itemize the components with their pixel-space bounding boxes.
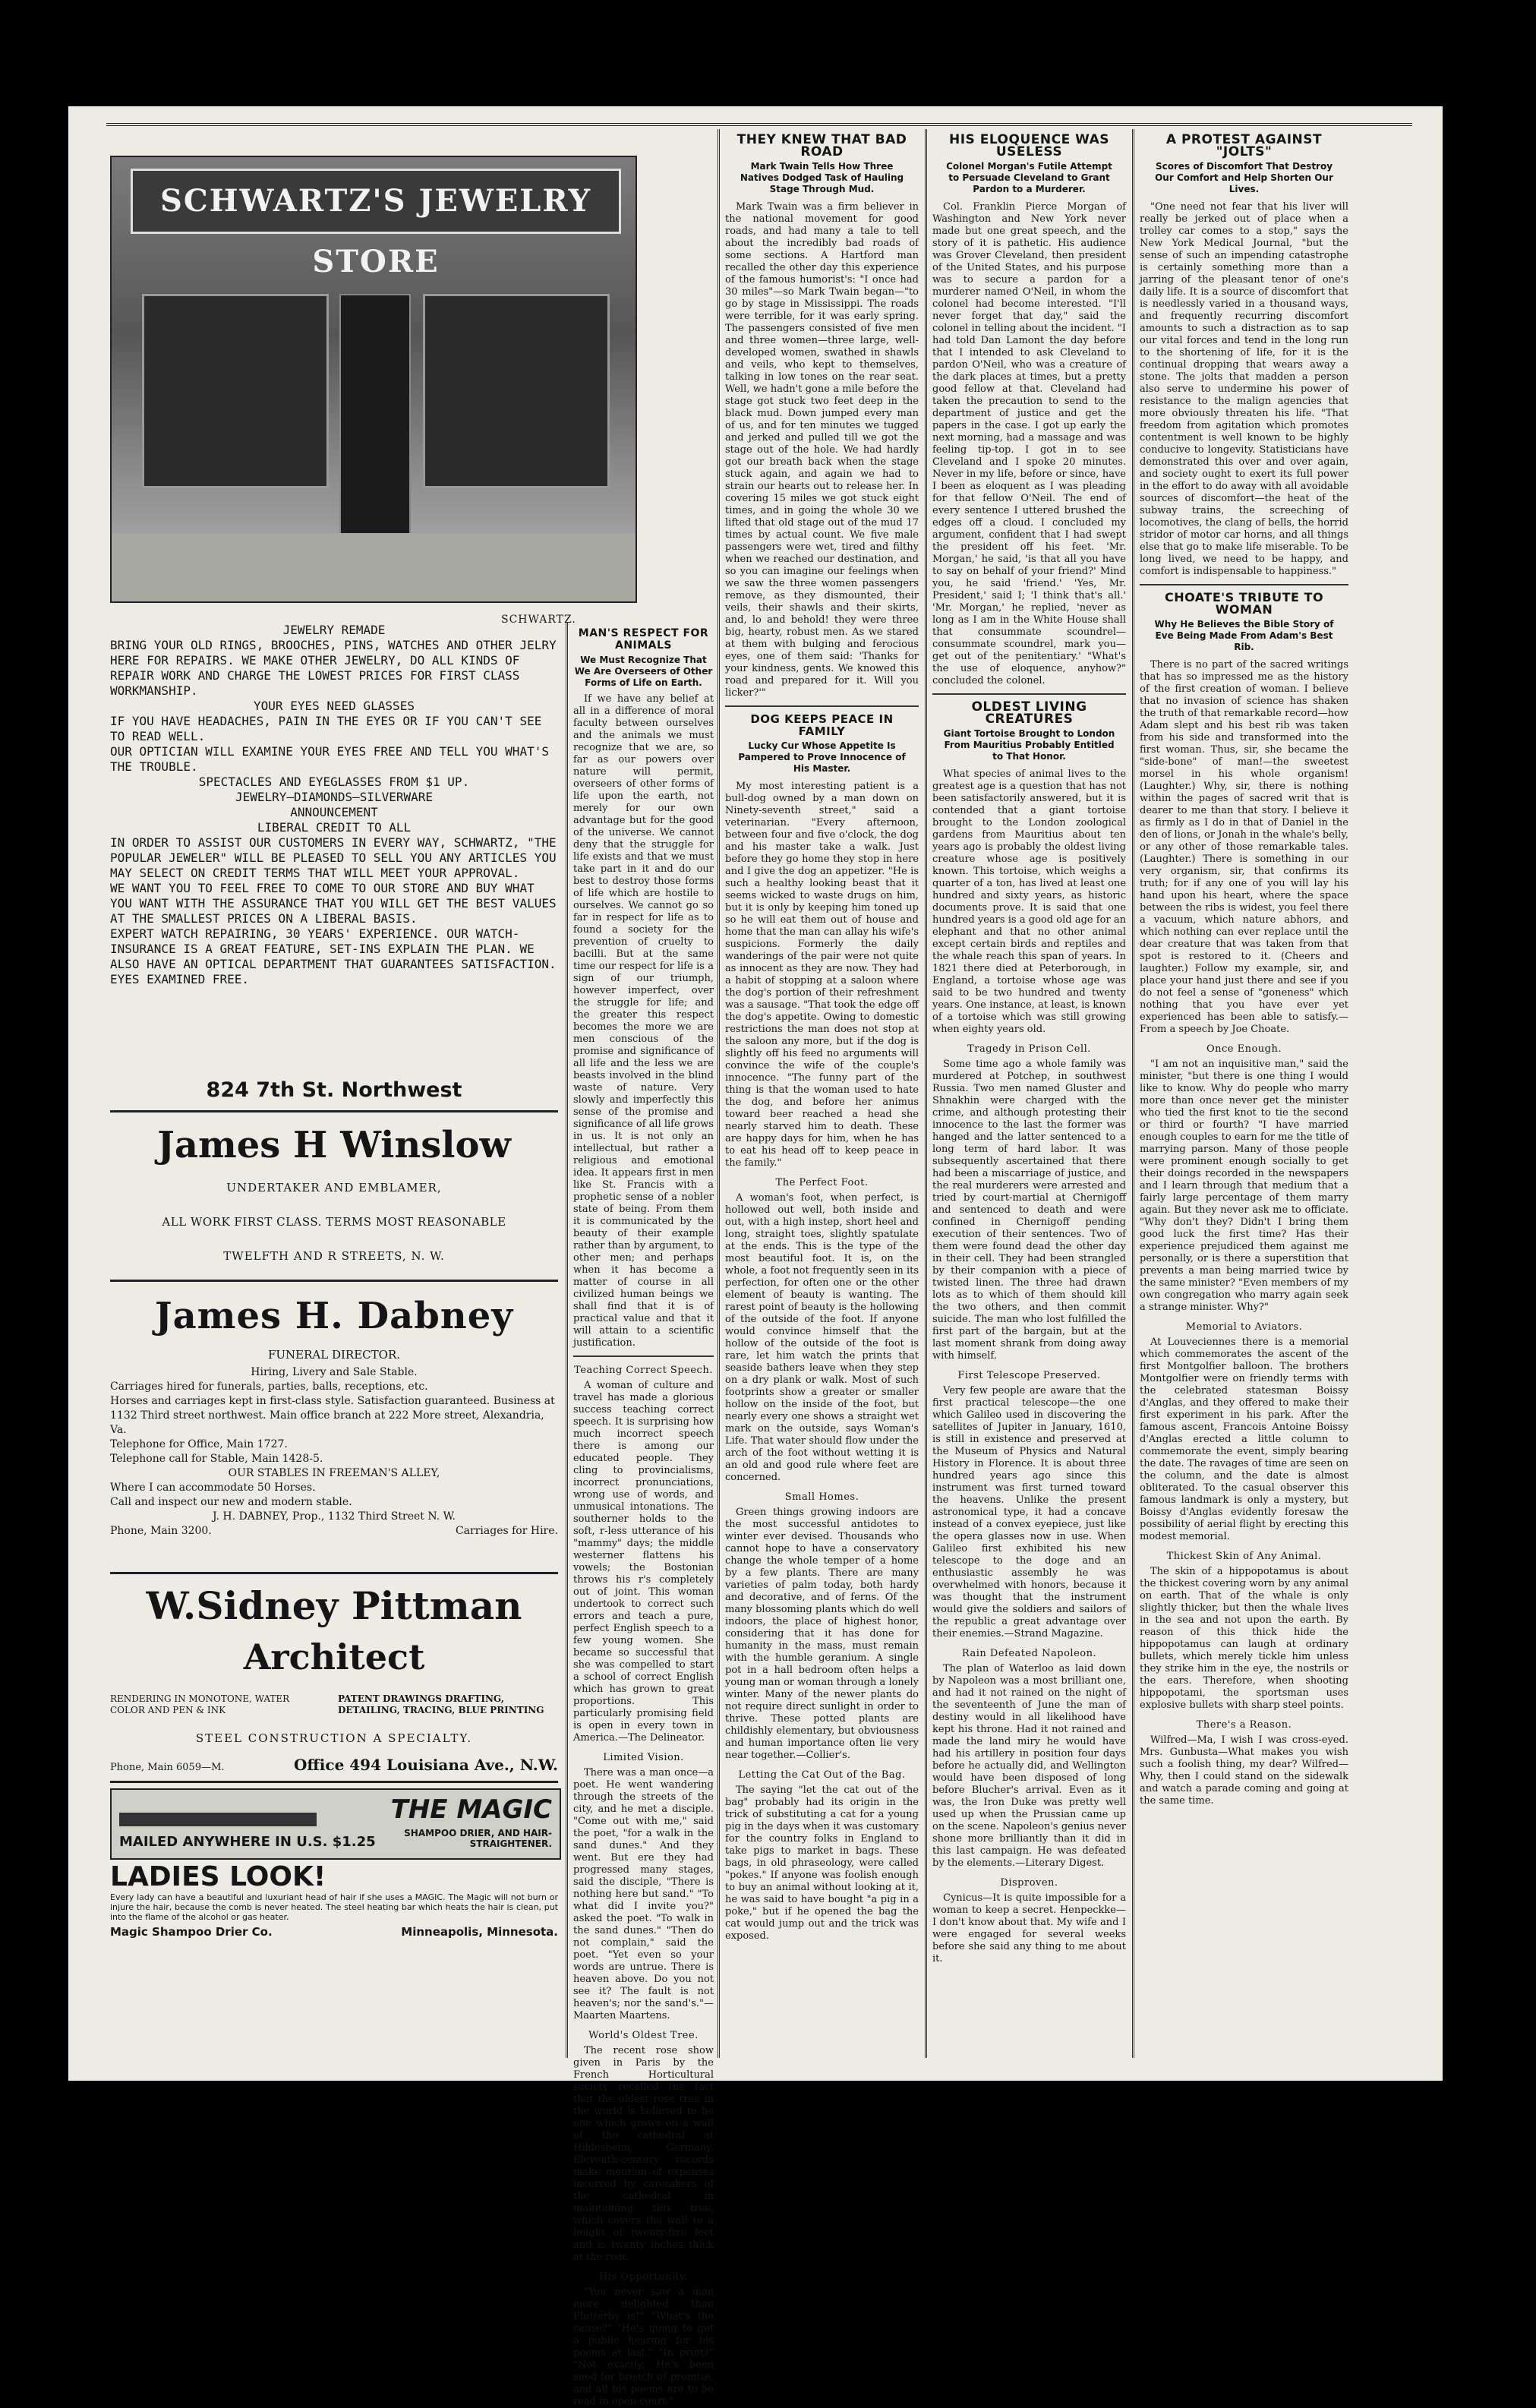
pittman-title: Architect — [243, 1636, 425, 1677]
jewelry-ad — [110, 623, 558, 987]
jolts-deck: Scores of Discomfort That Destroy Our Comfort and Help Shorten Our Lives. — [1155, 161, 1333, 194]
creatures-headline: OLDEST LIVING CREATURES — [971, 699, 1087, 727]
jolts-headline: A PROTEST AGAINST "JOLTS" — [1165, 132, 1323, 159]
speech-body: A woman of culture and travel has made a glorious success teaching correct speech. It is surprising how much incorrect speech there is among our educated people. They cling to provincialisms, incorrect pronunciations, wrong use of words, and unmusical intonations. The southerner holds to the soft, r-less utterance of his "mammy" days; the middle westerner flattens his vowels; the Bostonian throws his r's completely out of joint. This woman undertook to correct such errors and teach a pure, perfect English speech to a few young women. She became so successful that she was compelled to start a school of correct English which has grown to great proportions. This particularly promising field is open in every town in America.—The Delineator. — [573, 1380, 714, 1744]
dabney-line: Hiring, Livery and Sale Stable. — [251, 1366, 418, 1378]
prison-body: Some time ago a whole family was murdered at Potchep, in southwest Russia. Two men named Gluster and Shnakhin were charged with the crime, and although protesting their innocence to the last the former was hanged and the latter sentenced to a long term of hard labor. It was subsequently ascertained that there had been a miscarriage of justice, and the real murderers were arrested and tried by court-martial at Chernigoff and sentenced to death and were confined in Chernigoff pending execution of their sentences. Two of them were found dead the other day in their cell. They had been strangled by their companion with a piece of twisted linen. The three had drawn lots as to which of them should kill the two others, and then commit suicide. The man who lost fulfilled the first part of the bargain, but at the last moment shrank from doing away with himself. — [932, 1059, 1126, 1362]
prison-headline: Tragedy in Prison Cell. — [967, 1043, 1091, 1055]
column-bad-road — [725, 129, 919, 2058]
speech-headline: Teaching Correct Speech. — [574, 1365, 713, 1376]
tree-body: The recent rose show given in Paris by the French Horticultural society recalled the fact that the oldest rose tree in the world is believed to be one which grows on a wall of the cathedral at Hildesheim, Germany. Eleventh-century records make mention of expenses incurred by caretakers of the cathedral in maintaining this tree, which covers the wall to a height of twenty-five feet and is twenty inches thick at the root. — [573, 2045, 714, 2263]
magic-city: Minneapolis, Minnesota. — [401, 1925, 558, 1939]
column-rule — [566, 623, 568, 2058]
animals-headline: MAN'S RESPECT FOR ANIMALS — [578, 627, 709, 652]
telescope-body: Very few people are aware that the first practical telescope—the one which Galileo used in discovering the satellites of Jupiter in January, 1610, is still in existence and preserved at the Museum of Physics and Natural History in Florence. It is about three hundred years ago since this instrument was first turned toward the heavens. Unlike the present astronomical type, it had a concave instead of a convex eyepiece, just like the opera glasses now in use. When Galileo first exhibited his new telescope to the doge and an enthusiastic assembly he was overwhelmed with honors, because it was thought that the instrument would give the soldiers and sailors of the republic a great advantage over their enemies.—Strand Magazine. — [932, 1385, 1126, 1640]
enough-body: "I am not an inquisitive man," said the minister, "but there is one thing I would like to know. Why do people who marry more than once never get the minister who tied the first knot to tie the second or third or fourth? "I have married enough couples to earn for me the title of marrying parson. Many of those people were prominent enough socially to get their doings recorded in the newspapers and I learn through that medium that a fairly large percentage of them marry again. But they never ask me to officiate. "Why don't they? Didn't I bring them good luck the first time? Has their experience prejudiced them against me personally, or is there a superstition that prevents a man being married twice by the same minister? "Even members of my own congregation who marry again seek a strange minister. Why?" — [1140, 1059, 1348, 1313]
photo-caption: SCHWARTZ. — [501, 614, 576, 626]
dabney-title: FUNERAL DIRECTOR. — [267, 1348, 401, 1362]
jewelry-ad-line: OUR OPTICIAN WILL EXAMINE YOUR EYES FREE AND TELL YOU WHAT'S THE TROUBLE. — [110, 744, 549, 774]
magic-product-banner — [110, 1788, 561, 1860]
jewelry-ad-line: BRING YOUR OLD RINGS, BROOCHES, PINS, WATCHES AND OTHER JELRY HERE FOR REPAIRS. WE MAKE OTHER JEWELRY, DO ALL KINDS OF REPAIR WORK AND CHARGE THE LOWEST PRICES FOR FIRST CLASS WORKMANSHIP. — [110, 638, 557, 698]
jewelry-ad-line: EXPERT WATCH REPAIRING, 30 YEARS' EXPERIENCE. OUR WATCH-INSURANCE IS A GREAT FEATURE, SET-INS EXPLAIN THE PLAN. WE ALSO HAVE AN OPTICAL DEPARTMENT THAT GUARANTEES SATISFACTION. EYES EXAMINED FREE. — [110, 926, 557, 986]
magic-product: SHAMPOO DRIER, AND HAIR-STRAIGHTENER. — [404, 1828, 552, 1849]
ad-divider — [110, 1781, 558, 1783]
jewelry-ad-line: JEWELRY REMADE — [282, 623, 386, 637]
choate-headline: CHOATE'S TRIBUTE TO WOMAN — [1164, 590, 1324, 617]
winslow-line2: ALL WORK FIRST CLASS. TERMS MOST REASONABLE — [162, 1215, 506, 1229]
column-rule — [1132, 129, 1134, 2058]
reason-body: Wilfred—Ma, I wish I was cross-eyed. Mrs. Gunbusta—What makes you wish such a foolish thing, my dear? Wilfred—Why, then I could stand on the sidewalk and watch a parade coming and going at the same time. — [1140, 1734, 1348, 1807]
dabney-line: Telephone for Office, Main 1727. — [110, 1438, 288, 1450]
homes-headline: Small Homes. — [784, 1491, 859, 1503]
magic-mailed: MAILED ANYWHERE IN U.S. $1.25 — [119, 1834, 376, 1850]
sidewalk — [112, 533, 636, 601]
top-rule — [106, 123, 1412, 126]
ad-divider — [110, 1572, 558, 1574]
foot-body: A woman's foot, when perfect, is hollowed out well, both inside and out, with a high instep, short heel and long, straight toes, slightly spatulate at the ends. This is the type of the most beautiful foot. It is, on the whole, a foot not frequently seen in its perfection, for often one or the other element of beauty is wanting. The rarest point of beauty is the hollowing of the outside of the foot. If anyone would convince himself that the hollow of the outside of the foot is rare, let him watch the prints that seaside bathers leave when they step on a dry plank or walk. Most of such footprints show a greater or smaller hollow on the inside of the foot, but nearly every one shows a straight wet mark on the outside, says Woman's Life. That water should flow under the arch of the foot without wetting it is an old and good rule where feet are concerned. — [725, 1192, 919, 1483]
section-rule — [1140, 584, 1348, 585]
jewelry-ad-line: IF YOU HAVE HEADACHES, PAIN IN THE EYES OR IF YOU CAN'T SEE TO READ WELL. — [110, 714, 542, 743]
store-window-left — [142, 294, 329, 488]
jewelry-ad-line: JEWELRY—DIAMONDS—SILVERWARE — [235, 790, 434, 804]
dabney-line: Horses and carriages kept in first-class style. Satisfaction guaranteed. Business at 1132 Third street northwest. Main office branch at 222 More street, Alexandria, Va. — [110, 1395, 555, 1436]
pittman-contact — [110, 1756, 558, 1774]
dabney-phone: Phone, Main 3200. — [110, 1525, 212, 1537]
dabney-hire: Carriages for Hire. — [455, 1525, 558, 1537]
aviators-body: At Louveciennes there is a memorial which commemorates the ascent of the first Montgolfier balloon. The brothers Montgolfier were on friendly terms with the celebrated statesman Boissy d'Anglas, and they offered to make their first experiment in his park. After the famous ascent, Francois Antoine Boissy d'Anglas erected a little column to commemorate the event, simply bearing the date. The ravages of time are seen on the column, and the date is almost obliterated. To the casual observer this famous landmark is only a mystery, but Boissy d'Anglas evidently foresaw the possibility of aerial flight by erecting this modest memorial. — [1140, 1337, 1348, 1542]
dabney-line: Where I can accommodate 50 Horses. — [110, 1482, 316, 1494]
choate-deck: Why He Believes the Bible Story of Eve Being Made From Adam's Best Rib. — [1154, 619, 1334, 652]
choate-body: There is no part of the sacred writings that has so impressed me as the history of the first creation of woman. I believe that no invasion of science has shaken the truth of that remarkable record—how Adam slept and his best rib was taken from his side and transformed into the first woman. Thus, sir, she became the "side-bone" of man!—the sweetest morsel in his whole organism! (Laughter.) Why, sir, there is nothing within the pages of sacred writ that is dearer to me than that story. I believe it as firmly as I do in that of Daniel in the den of lions, or Jonah in the whale's belly, or any other of those remarkable tales. (Laughter.) There is something in our very organism, sir, that confirms its truth; for if any one of you will lay his hand upon his heart, where the space between the ribs is widest, you feel there a vacuum, which nature abhors, and which nothing can ever replace until the dear creature that was taken from that spot is restored to it. (Cheers and laughter.) Follow my example, sir, and place your hand just there and see if you do not feel a sense of "goneness" which nothing that you have ever yet experienced has been able to satisfy.—From a speech by Joe Choate. — [1140, 659, 1348, 1035]
dabney-line: Telephone call for Stable, Main 1428-5. — [110, 1453, 323, 1465]
magic-footer — [110, 1925, 558, 1939]
dog-body: My most interesting patient is a bull-dog owned by a man down on Ninety-seventh street," said a veterinarian. "Every afternoon, between four and five o'clock, the dog and his master take a walk. Just before they go home they stop in here and I give the dog an appetizer. "He is such a healthy looking beast that it seems wicked to waste drugs on him, but it is only by keeping him toned up so he will eat them out of house and home that the man can allay his wife's suspicions. Formerly the daily wanderings of the pair were not quite as innocent as they are now. They had a habit of stopping at a saloon where the dog's portion of their refreshment was a sausage. "That took the edge off the dog's appetite. Owing to domestic restrictions the man does not stop at the saloon any more, but if the dog is slightly off his feed no arguments will convince the wife of the couple's innocence. "The funny part of the thing is that the woman used to hate the dog, and before her animus toward beer reached a head she nearly starved him to death. These are happy days for him, when he has to eat his head off to keep peace in the family." — [725, 781, 919, 1169]
skin-headline: Thickest Skin of Any Animal. — [1166, 1551, 1322, 1562]
column-jolts — [1140, 129, 1348, 2058]
magic-brand: THE MAGIC — [390, 1794, 552, 1825]
pittman-right: PATENT DRAWINGS DRAFTING, DETAILING, TRACING, BLUE PRINTING — [338, 1693, 544, 1715]
magic-ad-body — [110, 1862, 558, 1939]
store-sign: SCHWARTZ'S JEWELRY STORE — [131, 169, 621, 234]
vision-body: There was a man once—a poet. He went wandering through the streets of the city, and he met a disciple. "Come out with me," said the poet, "for a walk in the sand dunes." And they went. But ere they had progressed many stages, said the disciple, "There is nothing here but sand." "To what did I invite you?" asked the poet. "To walk in the sand dunes." "Then do not complain," said the poet. "Yet even so your words are untrue. There is heaven above. Do you not see it? The fault is not heaven's; nor the sand's."—Maarten Maartens. — [573, 1767, 714, 2021]
bad-road-headline: THEY KNEW THAT BAD ROAD — [736, 132, 907, 159]
eloquence-headline: HIS ELOQUENCE WAS USELESS — [949, 132, 1109, 159]
telescope-headline: First Telescope Preserved. — [957, 1370, 1101, 1381]
jewelry-ad-line: ANNOUNCEMENT — [290, 805, 378, 819]
magic-company: Magic Shampoo Drier Co. — [110, 1925, 273, 1939]
jewelry-ad-line: LIBERAL CREDIT TO ALL — [257, 820, 412, 835]
reason-headline: There's a Reason. — [1196, 1719, 1292, 1731]
jewelry-address: 824 7th St. Northwest — [206, 1078, 462, 1102]
jewelry-ad-line: YOUR EYES NEED GLASSES — [254, 699, 415, 713]
jewelry-ad-line: IN ORDER TO ASSIST OUR CUSTOMERS IN EVERY WAY, SCHWARTZ, "THE POPULAR JEWELER" WILL BE PLEASED TO SELL YOU ANY ARTICLES YOU MAY SELECT ON CREDIT TERMS THAT WILL MEET YOUR APPROVAL. — [110, 835, 557, 880]
column-animals — [573, 623, 714, 2407]
pittman-name: W.Sidney Pittman — [146, 1583, 522, 1628]
creatures-body: What species of animal lives to the greatest age is a question that has not been satisfactorily answered, but it is contended that a giant tortoise brought to the London zoological gardens from Mauritius about ten years ago is probably the oldest living creature whose age is positively known. This tortoise, which weighs a quarter of a ton, has lived at least one hundred and sixty years, as historic documents prove. It is said that one hundred years is a good old age for an elephant and that no other animal except certain birds and reptiles and the whale reach this span of years. In 1821 there died at Peterborough, in England, a tortoise whose age was said to be two hundred and twenty years. One instance, at least, is known of a tortoise which was still growing when eighty years old. — [932, 768, 1126, 1035]
winslow-line3: TWELFTH AND R STREETS, N. W. — [223, 1249, 445, 1263]
tree-headline: World's Oldest Tree. — [588, 2030, 699, 2041]
animals-deck: We Must Recognize That We Are Overseers of Other Forms of Life on Earth. — [574, 655, 713, 688]
dog-headline: DOG KEEPS PEACE IN FAMILY — [750, 712, 894, 738]
eloquence-deck: Colonel Morgan's Futile Attempt to Persuade Cleveland to Grant Pardon to a Murderer. — [946, 161, 1112, 194]
section-rule — [932, 693, 1126, 695]
winslow-line1: UNDERTAKER AND EMBLAMER, — [226, 1181, 442, 1195]
dog-deck: Lucky Cur Whose Appetite Is Pampered to Prove Innocence of His Master. — [738, 740, 906, 774]
store-window-right — [423, 294, 610, 488]
vision-headline: Limited Vision. — [603, 1752, 684, 1763]
napoleon-headline: Rain Defeated Napoleon. — [961, 1648, 1097, 1659]
jolts-body: "One need not fear that his liver will really be jerked out of place when a trolley car comes to a stop," says the New York Medical Journal, "but the sense of such an impending catastrophe is certainly something more than a jarring of the pleasant tenor of one's daily life. It is a source of discomfort that is needlessly varied in a thousand ways, and frequently recurring discomfort amounts to such a distraction as to sap our vital forces and tend in the long run to the shortening of life, for it is the continual dropping that wears away a stone. The jolts that madden a person also serve to undermine his power of resistance to the malign agencies that more obviously threaten his life. "That freedom from agitation which promotes contentment is well known to be highly conducive to longevity. Statisticians have demonstrated this over and over again, and society ought to exert its full power in the effort to do away with all avoidable sources of discomfort—the heat of the subway trains, the screeching of locomotives, the clang of bells, the horrid stridor of motor car horns, and all things else that go to make life miserable. To be long lived, we need to be happy, and comfort is indispensable to happiness." — [1140, 201, 1348, 577]
dabney-details — [110, 1365, 558, 1539]
disproven-headline: Disproven. — [1000, 1877, 1058, 1889]
column-eloquence — [932, 129, 1126, 2058]
aviators-headline: Memorial to Aviators. — [1185, 1321, 1303, 1333]
animals-body: If we have any belief at all in a difference of moral faculty between ourselves and the animals we must recognize that we are, so far as our powers over nature will permit, overseers of other forms of life upon the earth, not merely for our own advantage but for the good of the universe. We cannot deny that the struggle for life exists and that we must take part in it and do our best to destroy those forms of life which are hostile to ourselves. We cannot go so far in respect for life as to found a society for the prevention of cruelty to bacilli. But at the same time our respect for life is a sign of our triumph, however imperfect, over the struggle for life; and the greater this respect becomes the more we are men conscious of the promise and significance of all life and the less we are beasts involved in the blind waste of nature. Very slowly and imperfectly this sense of the promise and significance of all life grows in us. It is not only an intellectual, but rather a religious and emotional idea. It appears first in men like St. Francis with a prophetic sense of a nobler state of being. From them it is communicated by the beauty of their example rather than by argument, to other men; and perhaps when it has become a matter of course in all civilized human beings we shall find that it is of practical value and that it will attain to a scientific justification. — [573, 693, 714, 1349]
disproven-body: Cynicus—It is quite impossible for a woman to keep a secret. Henpeckke—I don't know about that. My wife and I were engaged for several weeks before she said any thing to me about it. — [932, 1892, 1126, 1965]
opportunity-body: "You never saw a man more delighted than Flutterby is!" "What's the cause?" "He's going to get a public hearing for his poems at last." "In print?" "Not exactly. He's been sued for breach of promise, and all his poems are to be read in open court." — [573, 2286, 714, 2407]
dabney-line: Call and inspect our new and modern stable. — [110, 1496, 352, 1508]
pittman-phone: Phone, Main 6059—M. — [110, 1762, 225, 1773]
creatures-deck: Giant Tortoise Brought to London From Mauritius Probably Entitled to That Honor. — [943, 728, 1115, 762]
bad-road-deck: Mark Twain Tells How Three Natives Dodged Task of Hauling Stage Through Mud. — [740, 161, 904, 194]
foot-headline: The Perfect Foot. — [775, 1177, 869, 1188]
cat-headline: Letting the Cat Out of the Bag. — [738, 1769, 906, 1781]
dabney-line: Carriages hired for funerals, parties, balls, receptions, etc. — [110, 1381, 428, 1393]
bad-road-body: Mark Twain was a firm believer in the national movement for good roads, and had many a tale to tell about the incredibly bad roads of some sections. A Hartford man recalled the other day this experience of the famous humorist's: "I once had 30 miles"—so Mark Twain began—"to go by stage in Mississippi. The roads were terrible, for it was early spring. The passengers consisted of five men and three women—three large, well-developed women, swathed in shawls and veils, who kept to themselves, talking in low tones on the rear seat. Well, we hadn't gone a mile before the stage got stuck two feet deep in the black mud. Down jumped every man of us, and for ten minutes we tugged and jerked and pulled till we got the stage out of the hole. We had hardly got our breath back when the stage stuck again, and again we had to strain our hearts out to release her. In covering 15 miles we got stuck eight times, and in going the whole 30 we lifted that old stage out of the mud 17 times by actual count. We five male passengers were wet, tired and filthy when we reached our destination, and so you can imagine our feelings when we saw the three women passengers remove, as they dismounted, their veils, their shawls and their skirts, and, lo and behold! they were three big, hearty, robust men. As we stared at them with bulging and ferocious eyes, one of them said: 'Thanks for your kindness, gents. We knowed this road and prepared for it. Will you licker?'" — [725, 201, 919, 699]
dabney-footer — [110, 1524, 558, 1539]
eloquence-body: Col. Franklin Pierce Morgan of Washington and New York never made but one great speech, and the story of it is pathetic. His audience was Grover Cleveland, then president of the United States, and his purpose was to secure a pardon for a murderer named O'Neil, in whom the colonel had become interested. "I'll never forget that day," said the colonel in telling about the incident. "I had told Dan Lamont the day before that I intended to ask Cleveland to pardon O'Neil, who was a creature of the dark places at times, but a pretty good fellow at that. Cleveland had taken the precaution to send to the department of justice and get the papers in the case. I got up early the next morning, had a massage and was feeling tip-top. I got in to see Cleveland and I spoke 20 minutes. Never in my life, before or since, have I been as eloquent as I was pleading for that fellow O'Neil. The end of every sentence I uttered brushed the edges off a cloud. I concluded my argument, confident that I had swept the president off his feet. 'Mr. Morgan,' he said, 'is that all you have to say on behalf of your friend?' Mind you, he said 'friend.' 'Yes, Mr. President,' said I; 'I think that's all.' 'Mr. Morgan,' he replied, 'never as long as I am in the White House shall that consummate scoundrel—consummate scoundrel, mark you—get out of the penitentiary.' "What's the use of eloquence, anyhow?" concluded the colonel. — [932, 201, 1126, 686]
pittman-specialty: STEEL CONSTRUCTION A SPECIALTY. — [195, 1731, 473, 1745]
ad-divider — [110, 1110, 558, 1112]
store-door — [339, 294, 411, 570]
skin-body: The skin of a hippopotamus is about the thickest covering worn by any animal on earth. That of the whale is only slightly thicker, but then the whale lives in the sea and not upon the earth. By reason of this thick hide the hippopotamus can laugh at ordinary bullets, which merely tickle him unless they strike him in the eye, the nostrils or the ears. Therefore, when shooting hippopotami, the sportsman uses explosive bullets with sharp steel points. — [1140, 1566, 1348, 1711]
dabney-name: James H. Dabney — [154, 1295, 514, 1337]
ladies-look: LADIES LOOK! — [110, 1861, 326, 1892]
cat-body: The saying "let the cat out of the bag" probably had its origin in the trick of substituting a cat for a young pig in the days when it was customary for the country folks in England to take pigs to market in bags. These bags, in old phraseology, were called "pokes." If anyone was foolish enough to buy an animal without looking at it, he was said to have bought "a pig in a poke," but if he opened the bag the cat would jump out and the trick was exposed. — [725, 1785, 919, 1942]
enough-headline: Once Enough. — [1206, 1043, 1282, 1055]
pittman-left: RENDERING IN MONOTONE, WATER COLOR AND PEN & INK — [110, 1693, 290, 1715]
dabney-line: OUR STABLES IN FREEMAN'S ALLEY, — [228, 1467, 440, 1479]
column-rule — [718, 129, 720, 2058]
section-rule — [573, 1355, 714, 1357]
dabney-line: J. H. DABNEY, Prop., 1132 Third Street N. W. — [212, 1510, 456, 1523]
magic-body: Every lady can have a beautiful and luxuriant head of hair if she uses a MAGIC. The Magic will not burn or injure the hair, because the comb is never heated. The steel heating bar which heats the hair is clean, put into the flame of the alcohol or gas heater. — [110, 1892, 558, 1922]
newspaper-page — [68, 106, 1443, 2407]
jewelry-ad-line: SPECTACLES AND EYEGLASSES FROM $1 UP. — [198, 775, 470, 789]
napoleon-body: The plan of Waterloo as laid down by Napoleon was a most brilliant one, and had it not rained on the night of the seventeenth of June the man of destiny would in all likelihood have kept his throne. Had it not rained and made the land miry he would have had his artillery in position four days before he actually did, and Wellington would have been disposed of long before Blucher's arrival. Even as it was, the Iron Duke was pretty well used up when the Prussian came up on the scene. Napoleon's genius never shone more brilliantly than it did in this last campaign. He was defeated by the elements.—Literary Digest. — [932, 1663, 1126, 1869]
comb-icon — [119, 1813, 317, 1826]
jewelry-ad-line: WE WANT YOU TO FEEL FREE TO COME TO OUR STORE AND BUY WHAT YOU WANT WITH THE ASSURANCE THAT YOU WILL GET THE BEST VALUES AT THE SMALLEST PRICES ON A LIBERAL BASIS. — [110, 881, 557, 926]
opportunity-headline: His Opportunity. — [599, 2271, 688, 2283]
section-rule — [725, 705, 919, 707]
homes-body: Green things growing indoors are the most successful antidotes to winter ever devised. Thousands who cannot hope to have a conservatory change the whole temper of a home by a few plants. There are many varieties of palm today, both hardy and decorative, and of ferns. Of the many blossoming plants which do well indoors, the place of highest honor, considering that it has done for humanity in the mass, must remain with the humble geranium. A single pot in a hall bedroom often helps a young man or woman through a lonely winter. Many of the newer plants do not require direct sunlight in order to thrive. These potted plants are childishly elementary, but obviousness and human importance often lie very near together.—Collier's. — [725, 1507, 919, 1761]
jewelry-store-photo — [110, 156, 637, 603]
winslow-name: James H Winslow — [157, 1124, 511, 1166]
ad-divider — [110, 1280, 558, 1282]
pittman-office: Office 494 Louisiana Ave., N.W. — [293, 1756, 558, 1774]
column-rule — [925, 129, 927, 2058]
